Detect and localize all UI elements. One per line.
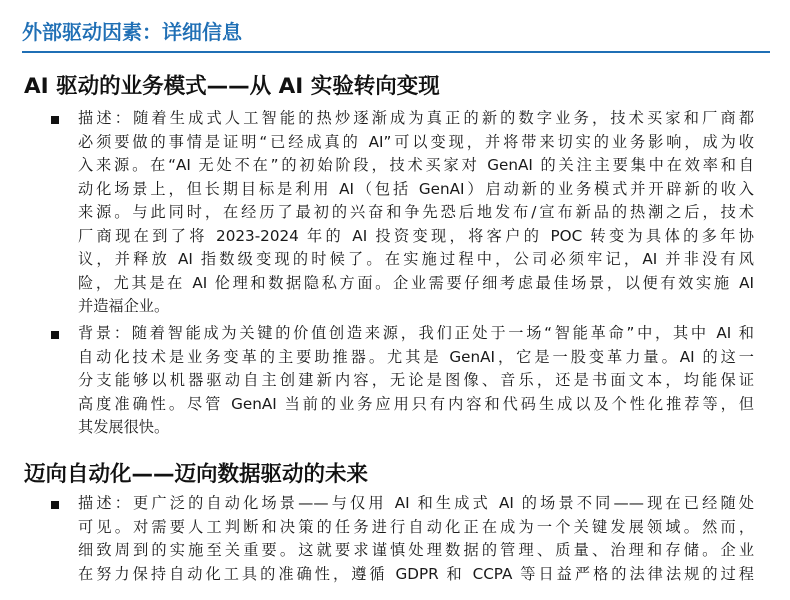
bullet-marker bbox=[51, 501, 59, 509]
text-line: 高度准确性。尽管 GenAI 当前的业务应用只有内容和代码生成以及个性化推荐等，但 bbox=[78, 394, 754, 413]
text-line: 动化场景上，但长期目标是利用 AI（包括 GenAI）启动新的业务模式并开辟新的收入 bbox=[78, 179, 754, 198]
section-heading-ai-business-models: AI 驱动的业务模式——从 AI 实验转向变现 bbox=[24, 74, 440, 99]
paragraph-description-automation bbox=[78, 492, 754, 586]
text-line: 并造福企业。 bbox=[78, 297, 170, 315]
text-line: 描述：更广泛的自动化场景——与仅用 AI 和生成式 AI 的场景不同——现在已经随处 bbox=[78, 494, 754, 512]
text-line: 分支能够以机器驱动自主创建新内容，无论是图像、音乐，还是书面文本，均能保证 bbox=[78, 371, 754, 389]
text-line: 描述：随着生成式人工智能的热炒逐渐成为真正的新的数字业务，技术买家和厂商都 bbox=[78, 109, 754, 127]
text-line: 入来源。在“AI 无处不在”的初始阶段，技术买家对 GenAI 的关注主要集中在效率和自 bbox=[78, 156, 754, 174]
text-line: 可见。对需要人工判断和决策的任务进行自动化正在成为一个关键发展领域。然而， bbox=[78, 517, 754, 536]
paragraph-background-ai bbox=[78, 322, 754, 440]
header-divider bbox=[22, 51, 770, 53]
paragraph-description-ai bbox=[78, 107, 754, 319]
text-line: 在努力保持自动化工具的准确性，遵循 GDPR 和 CCPA 等日益严格的法律法规的过程 bbox=[78, 564, 754, 583]
bullet-marker bbox=[51, 116, 59, 124]
text-line: 险，尤其是在 AI 伦理和数据隐私方面。企业需要仔细考虑最佳场景，以便有效实施 AI bbox=[78, 273, 754, 292]
text-line: 必须要做的事情是证明“已经成真的 AI”可以变现，并将带来切实的业务影响，成为收 bbox=[78, 132, 754, 151]
text-line: 其发展很快。 bbox=[78, 418, 170, 436]
text-line: 议，并释放 AI 指数级变现的时候了。在实施过程中，公司必须牢记，AI 并非没有风 bbox=[78, 250, 754, 268]
bullet-marker bbox=[51, 331, 59, 339]
text-line: 厂商现在到了将 2023-2024 年的 AI 投资变现，将客户的 POC 转变为具体的多年协 bbox=[78, 226, 754, 245]
section-heading-automation: 迈向自动化——迈向数据驱动的未来 bbox=[24, 462, 369, 487]
text-line: 细致周到的实施至关重要。这就要求谨慎处理数据的管理、质量、治理和存储。企业 bbox=[78, 541, 754, 559]
text-line: 自动化技术是业务变革的主要助推器。尤其是 GenAI，它是一股变革力量。AI 的这一 bbox=[78, 347, 754, 366]
text-line: 背景：随着智能成为关键的价值创造来源，我们正处于一场“智能革命”中，其中 AI 和 bbox=[78, 324, 754, 342]
page-header-title: 外部驱动因素：详细信息 bbox=[22, 20, 242, 44]
text-line: 来源。与此同时，在经历了最初的兴奋和争先恐后地发布/宣布新品的热潮之后，技术 bbox=[78, 203, 754, 221]
